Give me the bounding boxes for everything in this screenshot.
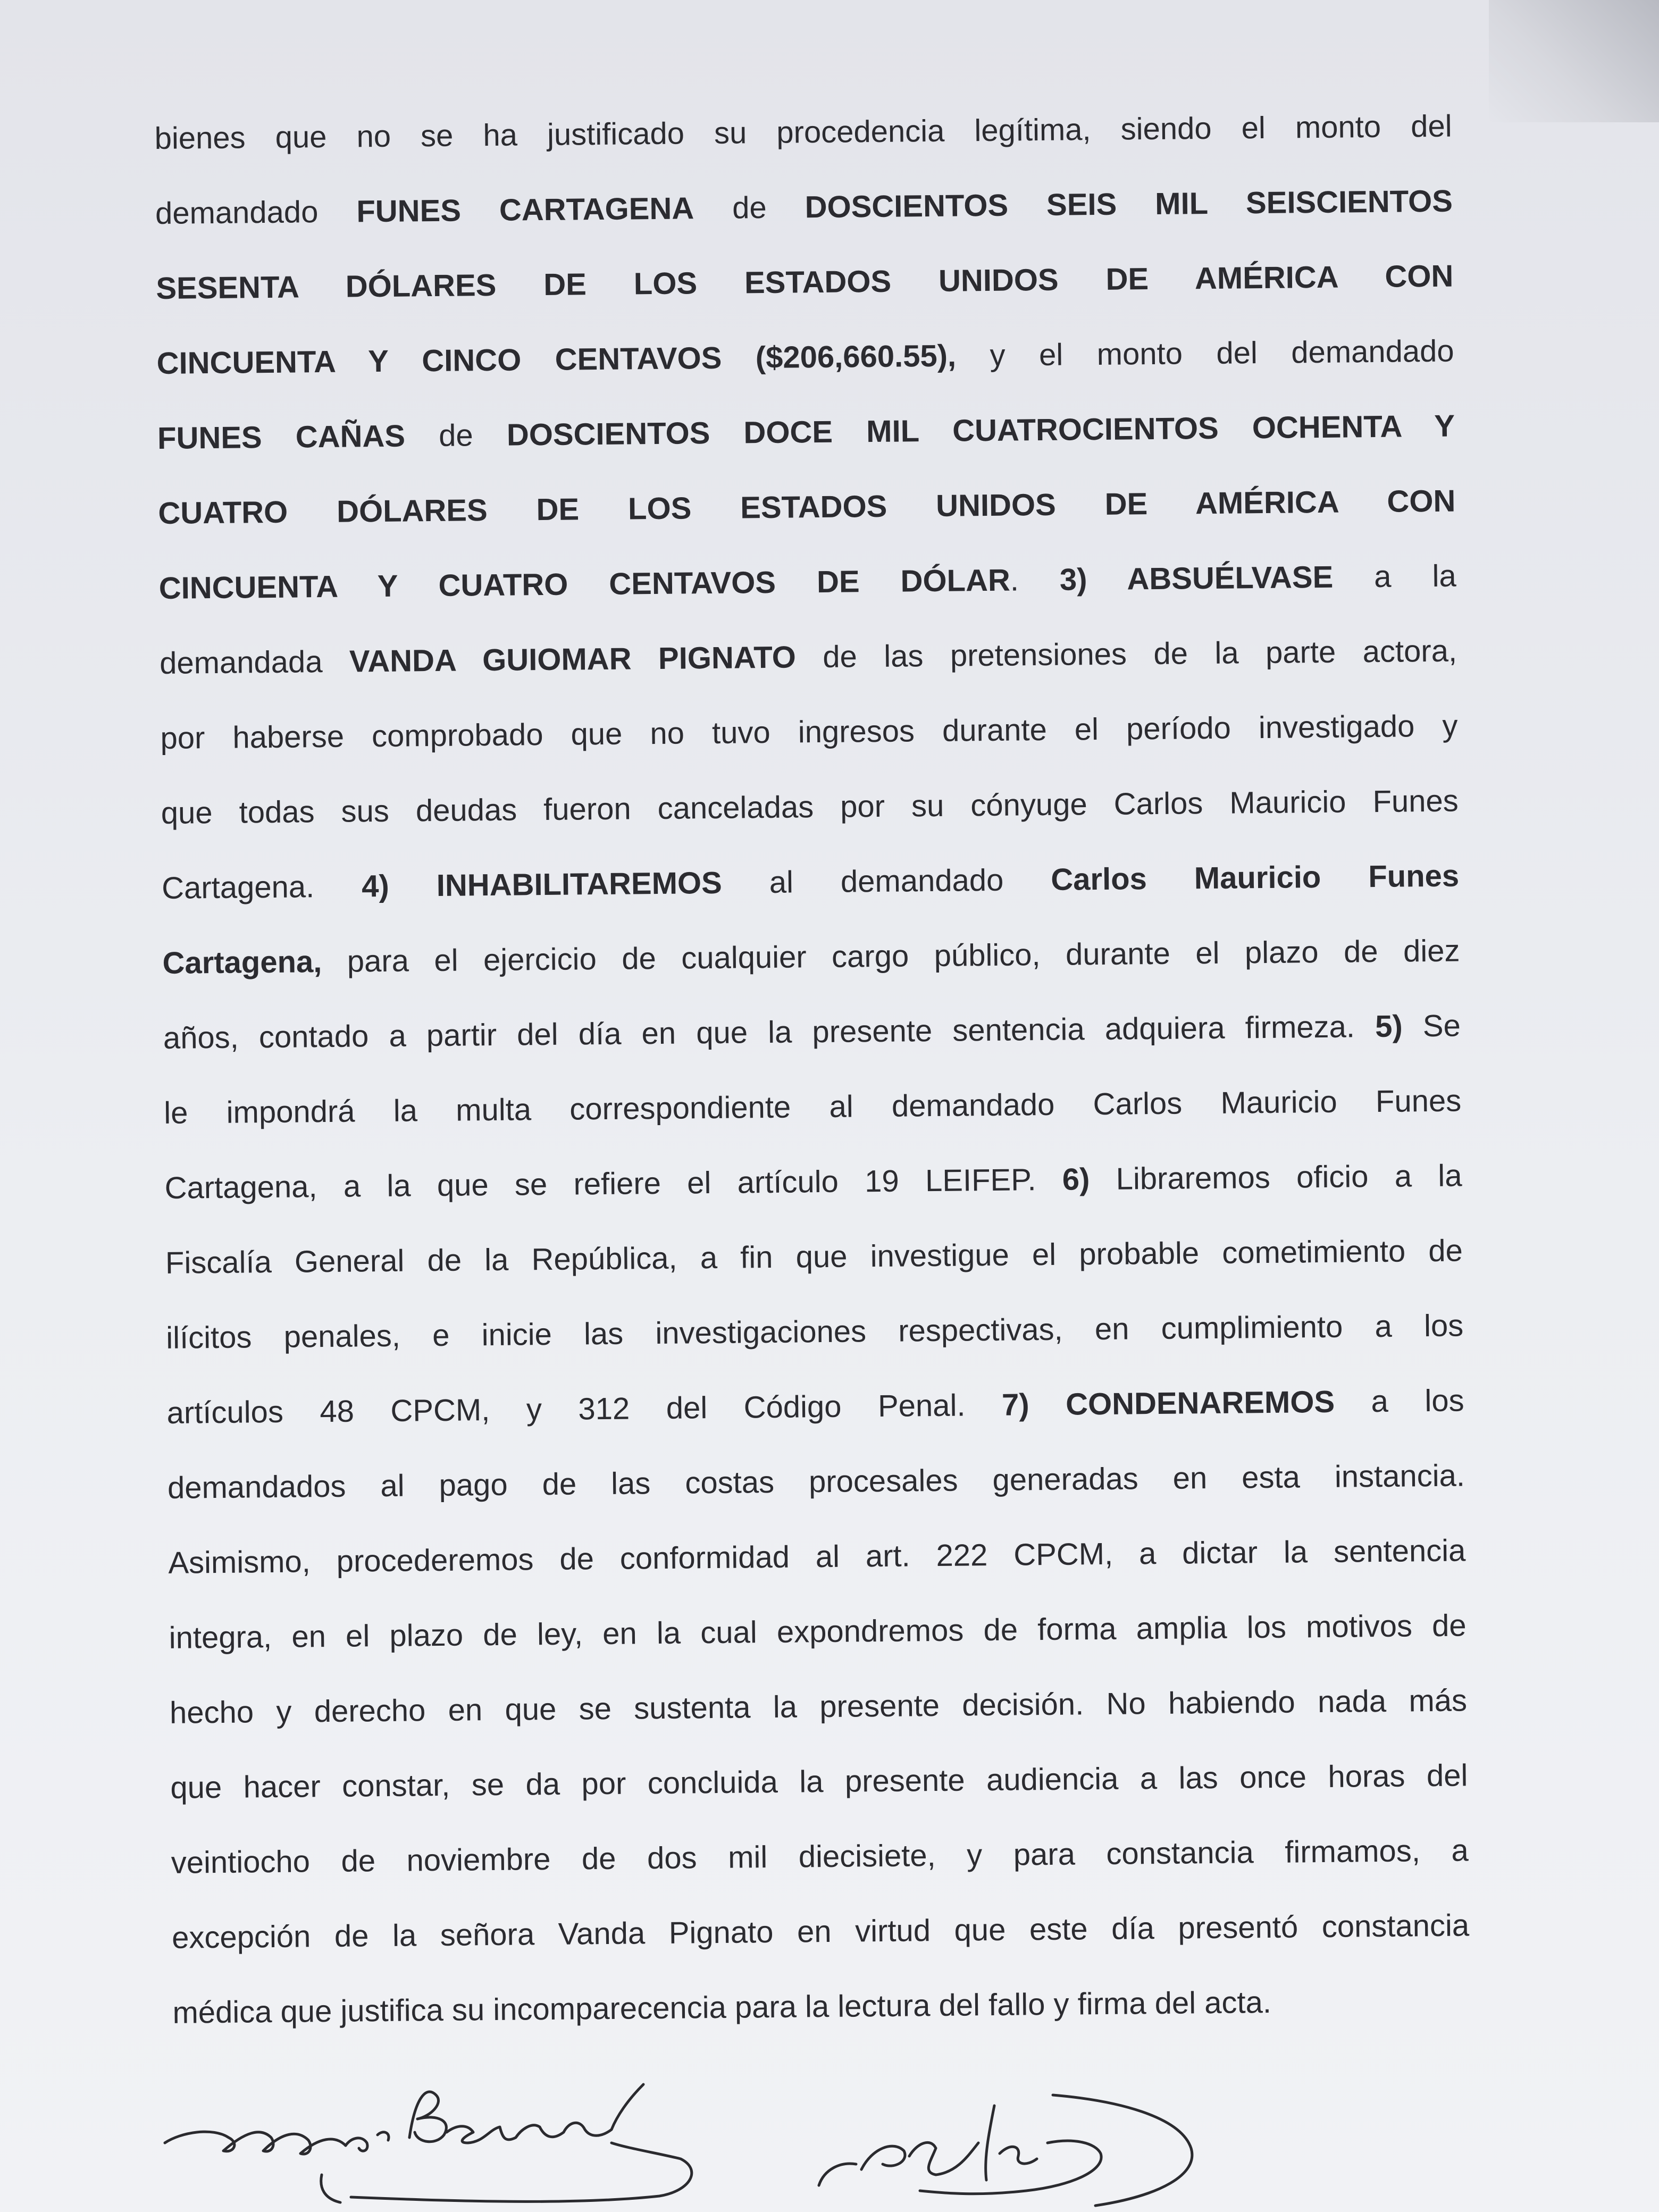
- document-line: [169, 1663, 1467, 1750]
- bold-text-segment: Cartagena,: [162, 944, 322, 981]
- text-segment: hecho y derecho en que se sustenta la presente decisión. No habiendo nada más: [169, 1683, 1468, 1730]
- text-segment: de: [405, 417, 507, 454]
- text-segment: bienes que no se ha justificado su procedencia legítima, siendo el monto del: [154, 108, 1452, 156]
- text-segment: al demandado: [722, 862, 1051, 900]
- text-segment: ilícitos penales, e inicie las investigaciones respectivas, en cumplimiento a los: [166, 1308, 1464, 1355]
- document-body: [154, 89, 1470, 2050]
- text-segment: artículos 48 CPCM, y 312 del Código Penal.: [166, 1387, 1002, 1430]
- document-line: [166, 1288, 1464, 1375]
- text-segment: años, contado a partir del día en que la presente sentencia adquiera firmeza.: [163, 1009, 1376, 1055]
- text-segment: Cartagena.: [161, 869, 362, 906]
- signature-area: [149, 2063, 1531, 2212]
- bold-text-segment: CINCUENTA Y CINCO CENTAVOS ($206,660.55),: [156, 338, 957, 381]
- text-segment: le impondrá la multa correspondiente al demandado Carlos Mauricio Funes: [163, 1083, 1462, 1130]
- document-line: [165, 1213, 1463, 1300]
- text-segment: que todas sus deudas fueron canceladas por su cónyuge Carlos Mauricio Funes: [161, 783, 1459, 831]
- bold-text-segment: CUATRO DÓLARES DE LOS ESTADOS UNIDOS DE AMÉRICA CON: [158, 483, 1456, 531]
- document-line: [162, 839, 1460, 926]
- bold-text-segment: 3) ABSUÉLVASE: [1059, 559, 1334, 597]
- document-line: [172, 1963, 1470, 2050]
- text-segment: veintiocho de noviembre de dos mil diecisiete, y para constancia firmamos, a: [171, 1833, 1469, 1880]
- signature-left: [165, 2084, 692, 2202]
- document-line: [171, 1888, 1469, 1975]
- document-line: [166, 1363, 1464, 1450]
- bold-text-segment: CINCUENTA Y CUATRO CENTAVOS DE DÓLAR: [158, 563, 1011, 606]
- bold-text-segment: Carlos Mauricio Funes: [1050, 858, 1460, 897]
- text-segment: Cartagena, a la que se refiere el artículo 19 LEIFEP.: [164, 1162, 1063, 1205]
- document-line: [155, 164, 1453, 251]
- bold-text-segment: 5): [1375, 1009, 1403, 1044]
- document-line: [164, 1063, 1462, 1150]
- document-line: [154, 89, 1452, 176]
- text-segment: que hacer constar, se da por concluida la presente audiencia a las once horas del: [170, 1758, 1468, 1805]
- document-line: [164, 1138, 1462, 1225]
- bold-text-segment: 6): [1062, 1162, 1090, 1197]
- text-segment: por haberse comprobado que no tuvo ingresos durante el período investigado y: [160, 708, 1458, 756]
- text-segment: de: [693, 190, 805, 226]
- document-line: [168, 1513, 1466, 1600]
- bold-text-segment: DOSCIENTOS SEIS MIL SEISCIENTOS: [805, 183, 1453, 225]
- bold-text-segment: 4) INHABILITAREMOS: [361, 865, 723, 904]
- text-segment: y el monto del demandado: [956, 333, 1454, 373]
- text-segment: demandado: [155, 194, 357, 231]
- text-segment: .: [1010, 562, 1060, 598]
- text-segment: excepción de la señora Vanda Pignato en virtud que este día presentó constancia: [171, 1908, 1470, 1955]
- text-segment: de las pretensiones de la parte actora,: [795, 633, 1457, 675]
- document-line: [159, 614, 1457, 701]
- bold-text-segment: FUNES CARTAGENA: [356, 191, 694, 229]
- document-line: [156, 314, 1454, 401]
- document-line: [170, 1738, 1468, 1825]
- document-line: [160, 689, 1458, 776]
- document-line: [162, 914, 1460, 1001]
- text-segment: Asimismo, procederemos de conformidad al art. 222 CPCM, a dictar la sentencia: [168, 1533, 1466, 1580]
- document-line: [161, 764, 1459, 851]
- signatures-svg: [149, 2063, 1531, 2212]
- document-line: [158, 464, 1456, 551]
- bold-text-segment: SESENTA DÓLARES DE LOS ESTADOS UNIDOS DE AMÉRICA CON: [156, 258, 1454, 306]
- signature-right: [819, 2095, 1192, 2206]
- bold-text-segment: DOSCIENTOS DOCE MIL CUATROCIENTOS OCHENTA Y: [506, 408, 1455, 453]
- document-line: [169, 1588, 1467, 1675]
- document-line: [163, 988, 1461, 1076]
- document-line: [158, 539, 1456, 626]
- page-corner-shadow: [1489, 0, 1659, 122]
- bold-text-segment: VANDA GUIOMAR PIGNATO: [349, 640, 797, 679]
- text-segment: a la: [1333, 558, 1456, 594]
- document-line: [157, 389, 1455, 476]
- bold-text-segment: FUNES CAÑAS: [157, 418, 406, 456]
- document-line: [171, 1813, 1469, 1900]
- text-segment: para el ejercicio de cualquier cargo público, durante el plazo de diez: [322, 933, 1460, 979]
- text-segment: demandados al pago de las costas procesales generadas en esta instancia.: [167, 1458, 1465, 1505]
- text-segment: Libraremos oficio a la: [1090, 1158, 1462, 1197]
- text-segment: integra, en el plazo de ley, en la cual expondremos de forma amplia los motivos de: [169, 1608, 1467, 1655]
- text-segment: a los: [1334, 1383, 1464, 1419]
- text-segment: demandada: [159, 644, 350, 681]
- document-line: [167, 1438, 1465, 1525]
- document-line: [156, 239, 1454, 326]
- text-segment: médica que justifica su incomparecencia para la lectura del fallo y firma del acta.: [172, 1984, 1272, 2030]
- bold-text-segment: 7) CONDENAREMOS: [1001, 1384, 1335, 1422]
- text-segment: Fiscalía General de la República, a fin que investigue el probable cometimiento de: [165, 1233, 1463, 1280]
- text-segment: Se: [1402, 1008, 1461, 1044]
